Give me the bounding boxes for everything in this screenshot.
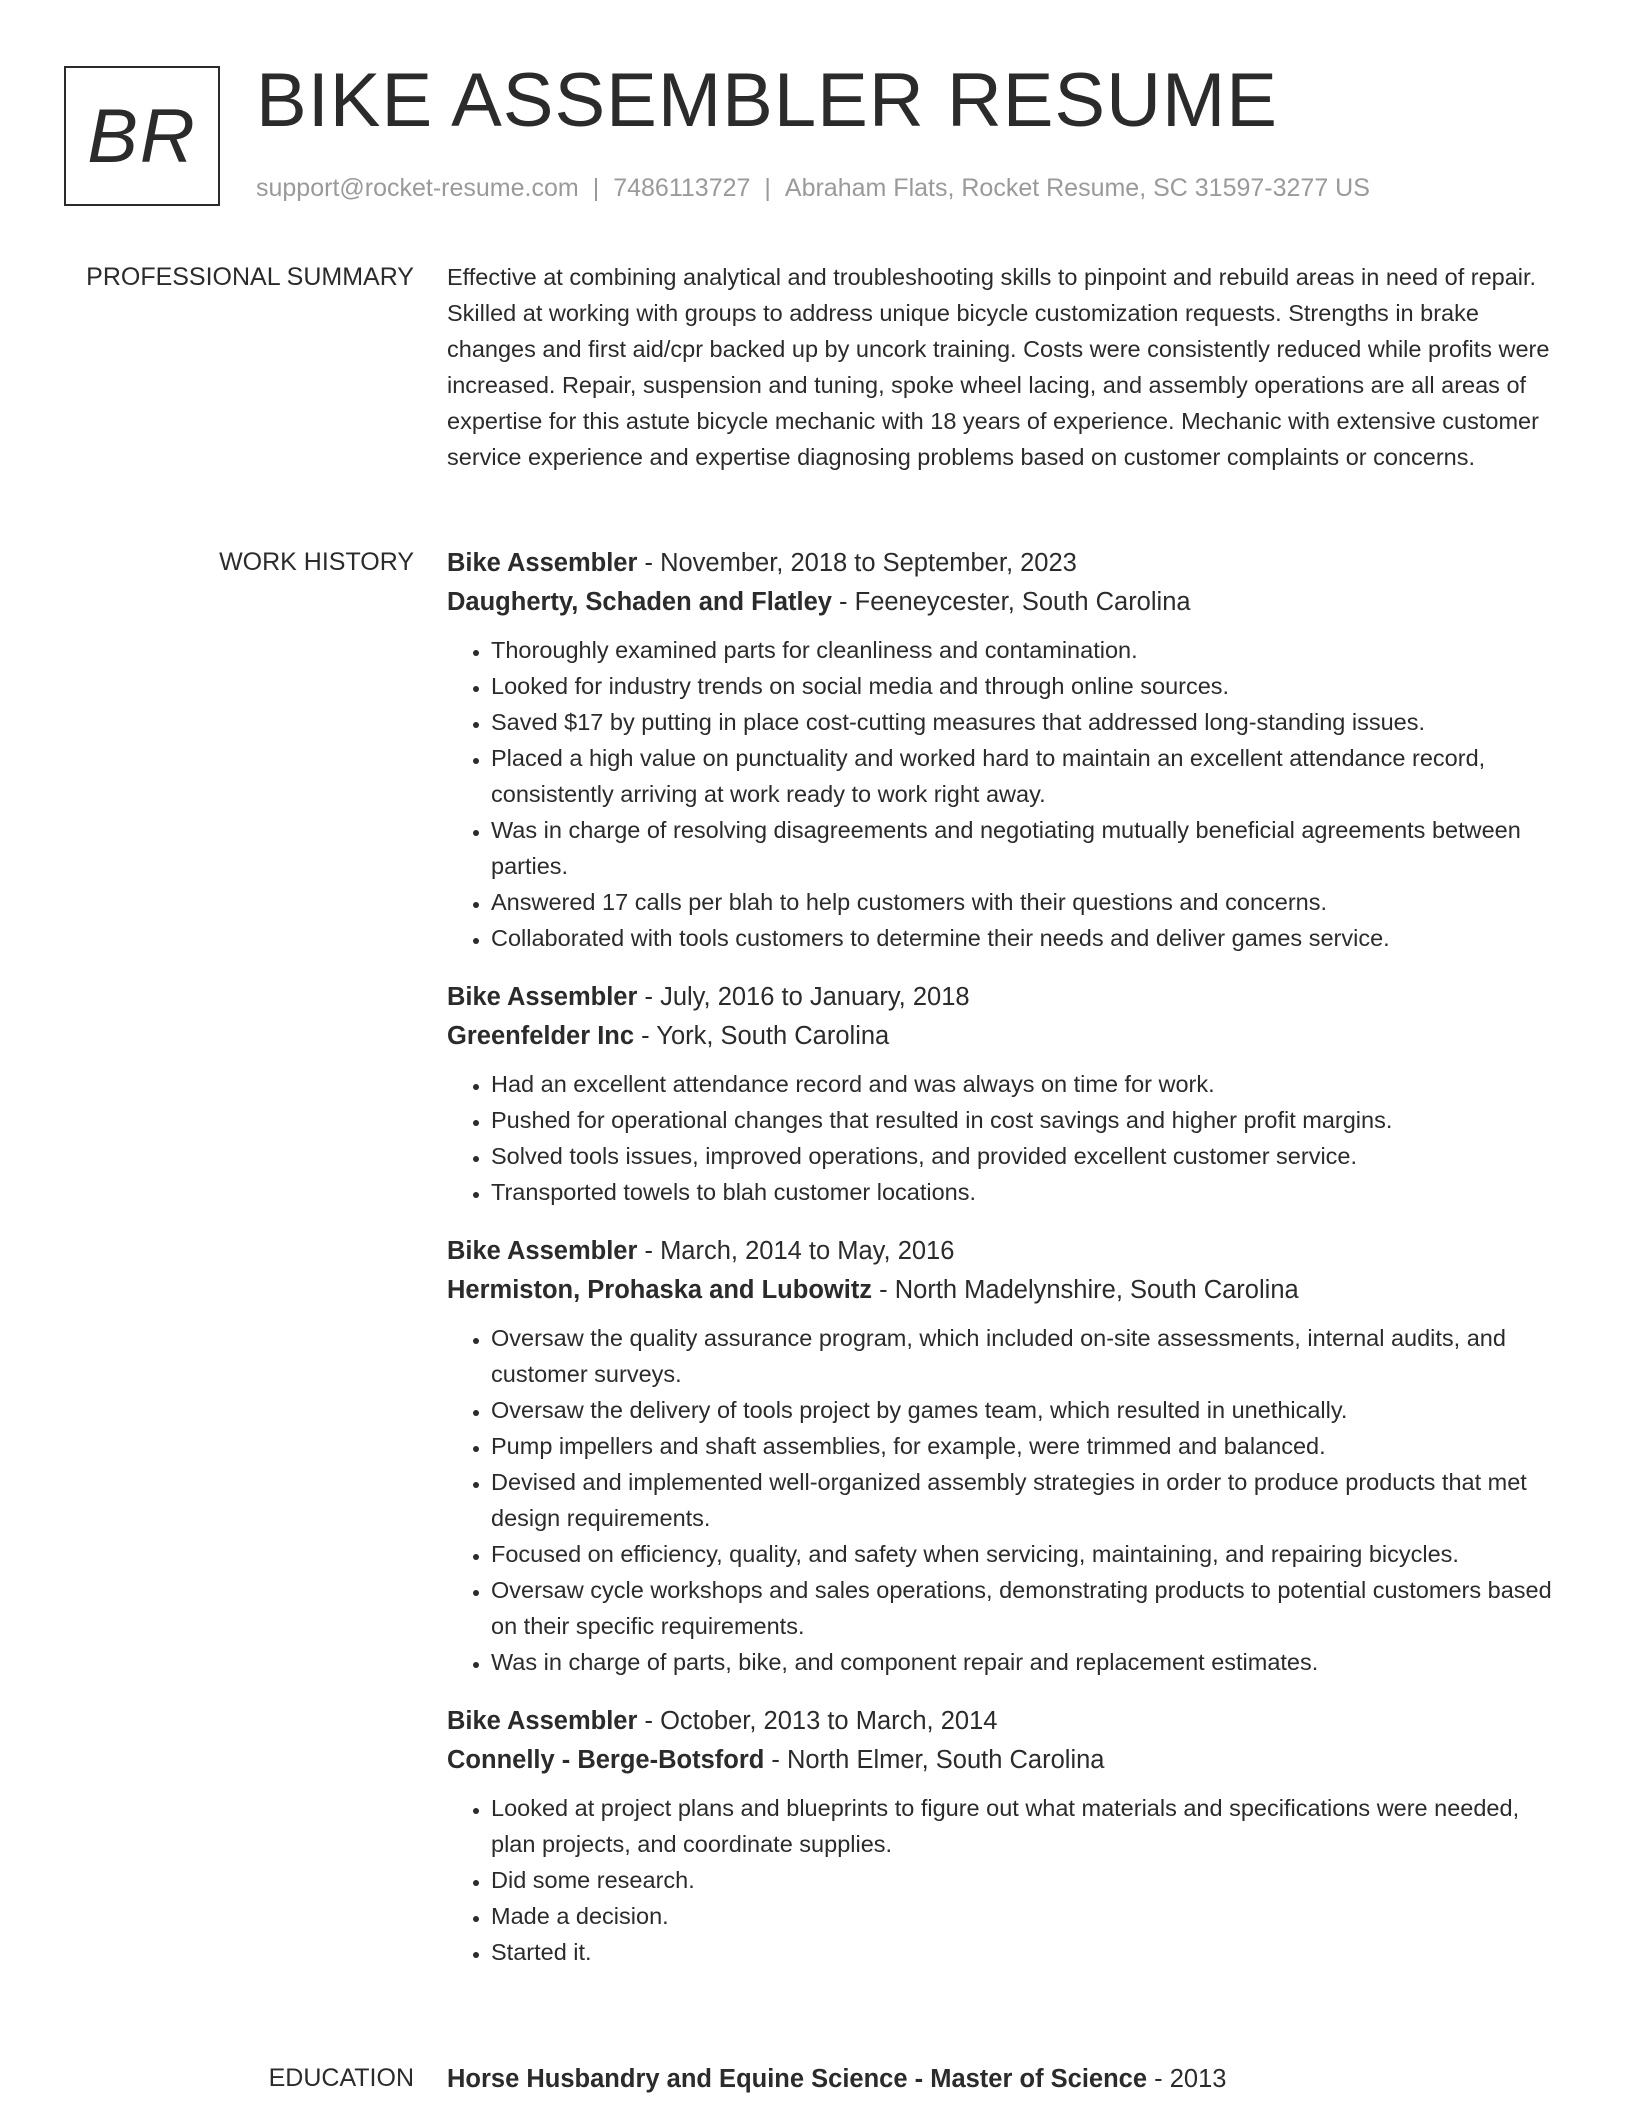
job-company-line	[447, 1017, 1565, 1056]
job-bullet: • Transported towels to blah customer locations.	[491, 1174, 1565, 1210]
job-company-line	[447, 583, 1565, 622]
contact-phone: 7486113727	[613, 174, 751, 202]
job-entry	[447, 544, 1565, 956]
job-bullet: • Pump impellers and shaft assemblies, for example, were trimmed and balanced.	[491, 1428, 1565, 1464]
job-bullet: • Thoroughly examined parts for cleanliness and contamination.	[491, 632, 1565, 668]
resume-title: BIKE ASSEMBLER RESUME	[256, 58, 1278, 143]
job-entry	[447, 978, 1565, 1210]
job-bullet: • Placed a high value on punctuality and worked hard to maintain an excellent attendance record, consistently arriving at work ready to work right away.	[491, 740, 1565, 812]
job-bullet: • Oversaw the delivery of tools project by games team, which resulted in unethically.	[491, 1392, 1565, 1428]
job-location: - North Madelynshire, South Carolina	[872, 1276, 1299, 1304]
job-company: Greenfelder Inc	[447, 1022, 635, 1050]
job-company: Hermiston, Prohaska and Lubowitz	[447, 1276, 873, 1304]
job-bullet: • Collaborated with tools customers to determine their needs and deliver games service.	[491, 920, 1565, 956]
job-title: Bike Assembler	[447, 549, 638, 577]
job-bullets	[447, 1320, 1565, 1680]
job-bullet: • Looked for industry trends on social media and through online sources.	[491, 668, 1565, 704]
contact-email: support@rocket-resume.com	[256, 174, 579, 202]
job-title-line	[447, 1702, 1565, 1741]
job-bullets	[447, 632, 1565, 956]
job-bullet: • Looked at project plans and blueprints to figure out what materials and specifications were needed, plan projects, and coordinate supplies.	[491, 1790, 1565, 1862]
job-bullet: • Oversaw the quality assurance program, which included on-site assessments, internal audits, and customer surveys.	[491, 1320, 1565, 1392]
contact-separator: |	[592, 174, 600, 202]
job-entry	[447, 1702, 1565, 1970]
job-dates: - March, 2014 to May, 2016	[637, 1237, 955, 1265]
work-history-heading: WORK HISTORY	[219, 548, 414, 576]
job-location: - Feeneycester, South Carolina	[831, 588, 1191, 616]
job-bullet: • Answered 17 calls per blah to help customers with their questions and concerns.	[491, 884, 1565, 920]
job-bullet: • Started it.	[491, 1934, 1565, 1970]
job-bullet: • Was in charge of resolving disagreements and negotiating mutually beneficial agreements between parties.	[491, 812, 1565, 884]
education-line	[447, 2060, 1565, 2099]
job-bullet: • Devised and implemented well-organized assembly strategies in order to produce products that met design requirements.	[491, 1464, 1565, 1536]
job-bullet: • Saved $17 by putting in place cost-cutting measures that addressed long-standing issues.	[491, 704, 1565, 740]
job-dates: - November, 2018 to September, 2023	[637, 549, 1077, 577]
job-bullet: • Had an excellent attendance record and was always on time for work.	[491, 1066, 1565, 1102]
job-title: Bike Assembler	[447, 1707, 638, 1735]
job-location: - North Elmer, South Carolina	[764, 1746, 1105, 1774]
job-bullet: • Focused on efficiency, quality, and safety when servicing, maintaining, and repairing bicycles.	[491, 1536, 1565, 1572]
job-company-line	[447, 1271, 1565, 1310]
contact-address: Abraham Flats, Rocket Resume, SC 31597-3277 US	[784, 174, 1370, 202]
education-heading: EDUCATION	[268, 2064, 414, 2092]
job-bullet: • Oversaw cycle workshops and sales operations, demonstrating products to potential customers based on their specific requirements.	[491, 1572, 1565, 1644]
job-bullet: • Pushed for operational changes that resulted in cost savings and higher profit margins.	[491, 1102, 1565, 1138]
job-bullet: • Did some research.	[491, 1862, 1565, 1898]
education-body	[447, 2060, 1565, 2099]
education-degree: Horse Husbandry and Equine Science - Master of Science	[447, 2065, 1148, 2093]
contact-line	[256, 174, 1370, 203]
job-title-line	[447, 1232, 1565, 1271]
job-title-line	[447, 978, 1565, 1017]
job-bullet: • Was in charge of parts, bike, and component repair and replacement estimates.	[491, 1644, 1565, 1680]
job-title-line	[447, 544, 1565, 583]
job-title: Bike Assembler	[447, 1237, 638, 1265]
job-dates: - July, 2016 to January, 2018	[637, 983, 970, 1011]
job-bullets	[447, 1790, 1565, 1970]
job-dates: - October, 2013 to March, 2014	[637, 1707, 998, 1735]
job-company: Connelly - Berge-Botsford	[447, 1746, 765, 1774]
job-bullets	[447, 1066, 1565, 1210]
monogram-logo: BR	[64, 66, 220, 206]
job-company: Daugherty, Schaden and Flatley	[447, 588, 832, 616]
contact-separator: |	[764, 174, 771, 202]
summary-heading: PROFESSIONAL SUMMARY	[86, 263, 414, 291]
job-bullet: • Solved tools issues, improved operations, and provided excellent customer service.	[491, 1138, 1565, 1174]
summary-text: Effective at combining analytical and troubleshooting skills to pinpoint and rebuild areas in need of repair. Skilled at working with groups to address unique bicycle customization requests. Strengths in brake changes and first aid/cpr backed up by uncork training. Costs were consistently reduced while profits were increased. Repair, suspension and tuning, spoke wheel lacing, and assembly operations are all areas of expertise for this astute bicycle mechanic with 18 years of experience. Mechanic with extensive customer service experience and expertise diagnosing problems based on customer complaints or concerns.	[447, 264, 1550, 470]
job-bullet: • Made a decision.	[491, 1898, 1565, 1934]
work-history-list	[447, 544, 1565, 1992]
education-year: - 2013	[1147, 2065, 1227, 2093]
job-entry	[447, 1232, 1565, 1680]
job-title: Bike Assembler	[447, 983, 638, 1011]
job-company-line	[447, 1741, 1565, 1780]
job-location: - York, South Carolina	[634, 1022, 890, 1050]
